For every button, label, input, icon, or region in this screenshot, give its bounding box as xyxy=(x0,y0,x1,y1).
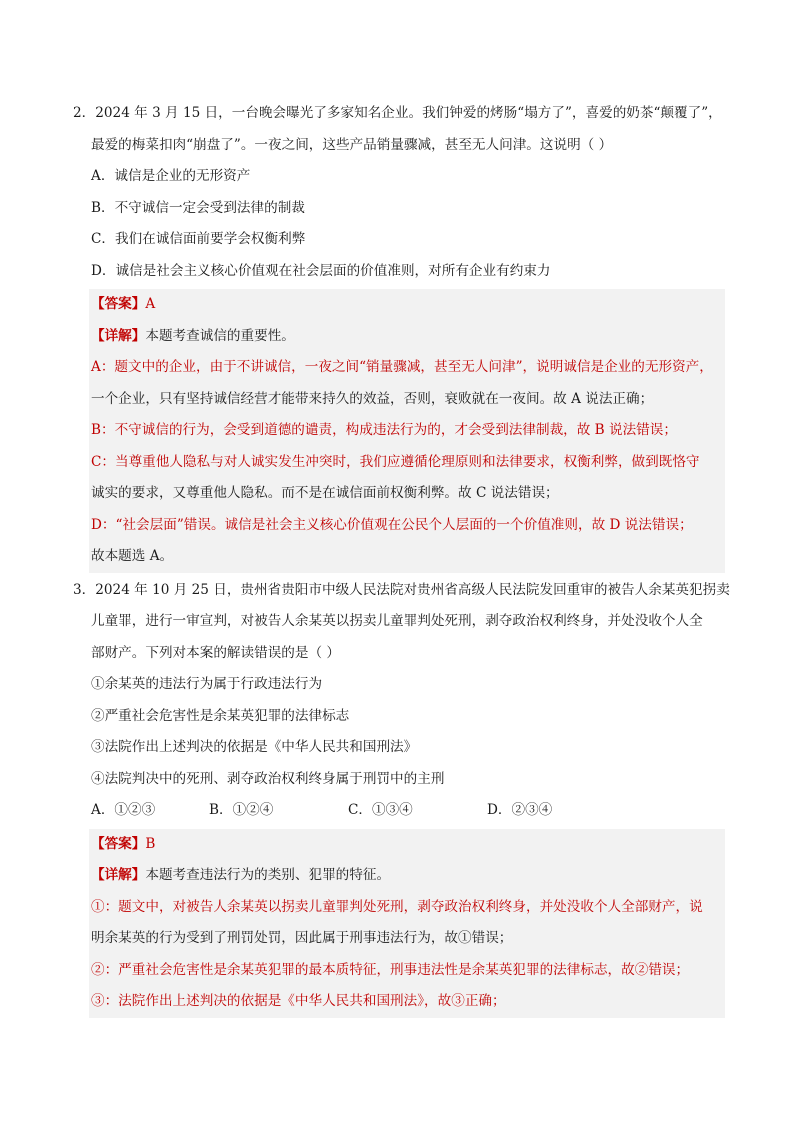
question-2-number: 2． xyxy=(73,105,96,121)
detail-tag: 【详解】 xyxy=(91,867,146,883)
question-3-stem-line-1: 3．2024 年 10 月 25 日，贵州省贵阳市中级人民法院对贵州省高级人民法院发回重审的被告人余某英犯拐卖 xyxy=(73,581,730,598)
answer-tag: 【答案】 xyxy=(91,296,146,312)
question-2-answer-box xyxy=(89,289,725,573)
question-2-detail-line: B：不守诚信的行为，会受到道德的谴责，构成违法行为的，才会受到法律制裁，故 B 说法错误； xyxy=(91,422,677,438)
question-2-answer xyxy=(91,289,723,321)
question-2-detail-line: 诚实的要求，又尊重他人隐私。而不是在诚信面前权衡利弊。故 C 说法错误； xyxy=(91,485,559,501)
question-3-statement-4: ④法院判决中的死刑、剥夺政治权利终身属于刑罚中的主刑 xyxy=(91,770,445,787)
answer-value: B xyxy=(145,835,156,852)
question-3-detail-intro: 【详解】本题考查违法行为的类别、犯罪的特征。 xyxy=(91,867,391,883)
question-3-detail-line: ①：题文中，对被告人余某英以拐卖儿童罪判处死刑，剥夺政治权利终身，并处没收个人全部财产，说 xyxy=(91,898,703,915)
question-2-option-a[interactable]: A．诚信是企业的无形资产 xyxy=(91,168,251,184)
question-3-statement-3: ③法院作出上述判决的依据是《中华人民共和国刑法》 xyxy=(91,739,418,755)
question-3-statement-2: ②严重社会危害性是余某英犯罪的法律标志 xyxy=(91,707,350,724)
question-2-option-b[interactable]: B．不守诚信一定会受到法律的制裁 xyxy=(91,199,305,216)
question-3 xyxy=(73,575,730,1018)
question-3-choices xyxy=(91,795,723,827)
page-content xyxy=(73,98,730,1020)
question-3-answer-box xyxy=(89,829,725,1018)
question-3-stem-line-3: 部财产。下列对本案的解读错误的是（ ） xyxy=(91,644,341,661)
question-3-detail-line: ②：严重社会危害性是余某英犯罪的最本质特征，刑事违法性是余某英犯罪的法律标志，故②错误； xyxy=(91,961,690,978)
question-3-number: 3． xyxy=(73,581,96,598)
question-3-detail-line: 明余某英的行为受到了刑罚处罚，因此属于刑事违法行为，故①错误； xyxy=(91,930,513,946)
question-3-answer xyxy=(91,829,723,861)
question-3-stem-line-2: 儿童罪，进行一审宣判，对被告人余某英以拐卖儿童罪判处死刑，剥夺政治权利终身，并处没收个人全 xyxy=(91,613,703,629)
question-3-choice-c[interactable]: C．①③④ xyxy=(348,802,413,818)
detail-tag: 【详解】 xyxy=(91,327,146,344)
question-2-stem-line-1: 2．2024 年 3 月 15 日，一台晚会曝光了多家知名企业。我们钟爱的烤肠“塌方了”，喜爱的奶茶“颠覆了”， xyxy=(73,105,722,121)
question-2-detail-intro: 【详解】本题考查诚信的重要性。 xyxy=(91,327,295,344)
question-3-choice-a[interactable]: A．①②③ xyxy=(91,802,156,818)
question-3-statement-1: ①余某英的违法行为属于行政违法行为 xyxy=(91,676,323,692)
question-2-option-d[interactable]: D．诚信是社会主义核心价值观在社会层面的价值准则，对所有企业有约束力 xyxy=(91,262,551,279)
question-3-choice-b[interactable]: B．①②④ xyxy=(209,802,274,818)
answer-value: A xyxy=(145,296,156,312)
question-2-stem-line-2: 最爱的梅菜扣肉“崩盘了”。一夜之间，这些产品销量骤减，甚至无人问津。这说明（ ） xyxy=(91,136,613,153)
question-3-detail-line: ③：法院作出上述判决的依据是《中华人民共和国刑法》，故③正确； xyxy=(91,993,506,1009)
question-2-option-c[interactable]: C．我们在诚信面前要学会权衡利弊 xyxy=(91,231,306,247)
question-2-detail-line: C：当尊重他人隐私与对人诚实发生冲突时，我们应遵循伦理原则和法律要求，权衡利弊，做到既恪守 xyxy=(91,453,700,470)
question-2 xyxy=(73,98,723,573)
question-3-choice-d[interactable]: D．②③④ xyxy=(487,802,553,818)
question-2-detail-line: 故本题选 A。 xyxy=(91,548,174,564)
question-2-detail-line: A：题文中的企业，由于不讲诚信，一夜之间“销量骤减，甚至无人问津”，说明诚信是企业的无形资产， xyxy=(91,359,713,375)
question-2-detail-line: D：“社会层面”错误。诚信是社会主义核心价值观在公民个人层面的一个价值准则，故 D 说法错误； xyxy=(91,516,693,533)
question-2-detail-line: 一个企业，只有坚持诚信经营才能带来持久的效益，否则，衰败就在一夜间。故 A 说法正确； xyxy=(91,390,654,407)
answer-tag: 【答案】 xyxy=(91,835,146,852)
